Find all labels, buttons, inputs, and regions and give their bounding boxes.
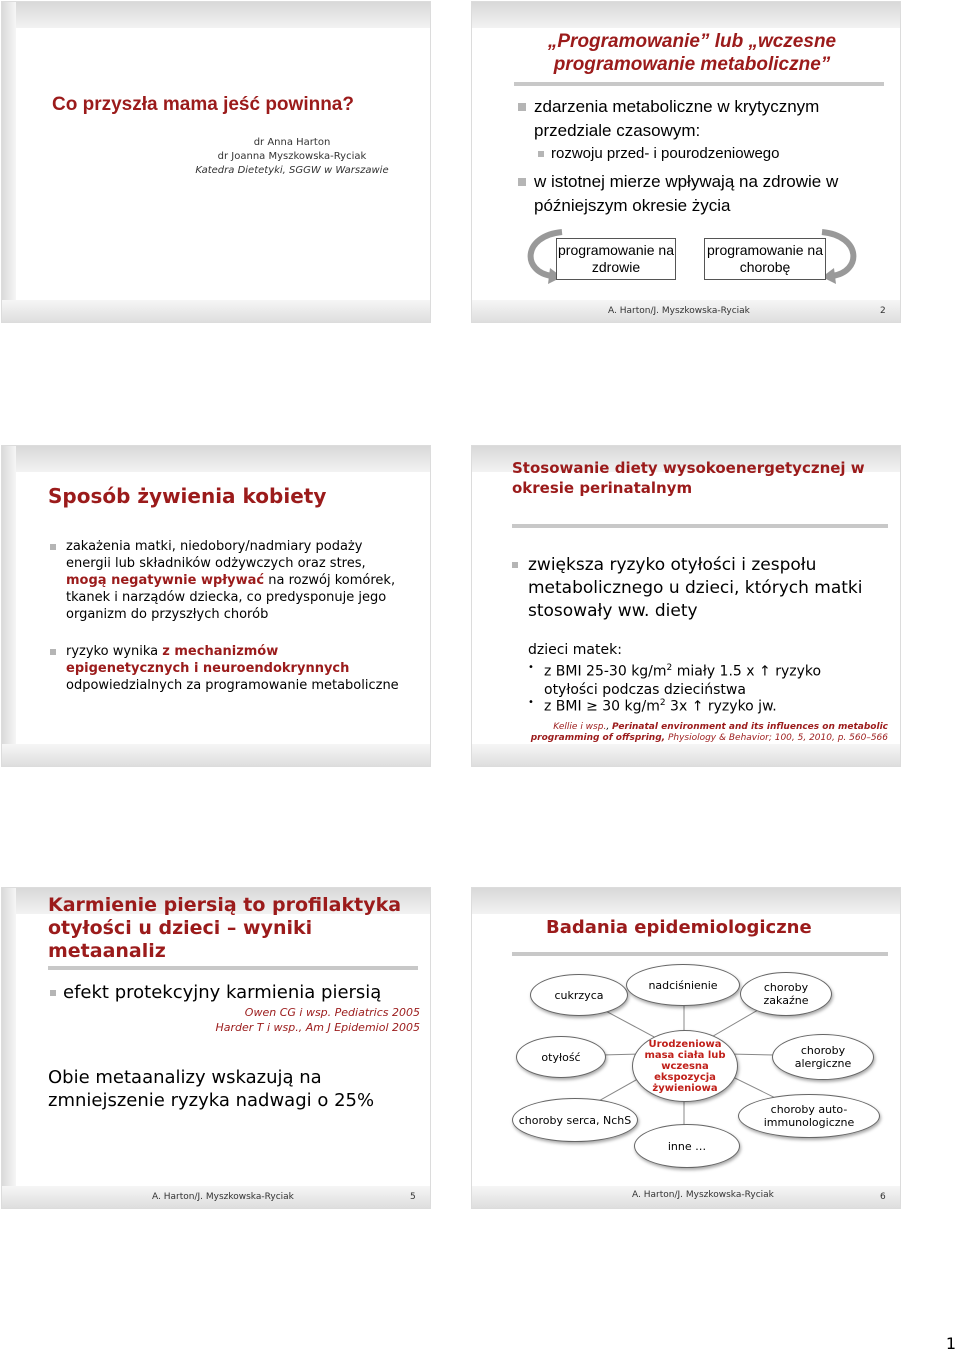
node-center: Urodzeniowa masa ciała lub wczesna ekspozycja żywieniowa — [632, 1030, 738, 1102]
node-choroby-auto: choroby auto-immunologiczne — [738, 1094, 880, 1138]
arrow-up-icon: ↑ — [691, 698, 704, 715]
intro-text: dzieci matek: — [528, 642, 622, 658]
author-2: dr Joanna Myszkowska-Ryciak — [217, 151, 367, 162]
reference: Kellie i wsp., Perinatal environment and its influences on metabolic programming of offspring, Physiology & Behavior; 100, 5, 2010, p. 560–566 — [530, 722, 888, 743]
bullet-1: zdarzenia metaboliczne w krytycznym przedziale czasowym: — [518, 95, 878, 143]
node-cukrzyca: cukrzyca — [530, 974, 628, 1016]
box-disease: programowanie na chorobę — [704, 238, 826, 280]
title-underline — [512, 524, 888, 528]
slide-side-bar — [2, 888, 16, 1208]
slide-header-bar — [2, 2, 430, 28]
reference-1: Owen CG i wsp. Pediatrics 2005 — [244, 1006, 420, 1019]
bullet-icon — [50, 544, 56, 550]
node-choroby-zakazne: choroby zakaźne — [740, 972, 832, 1016]
item-2: • z BMI ≥ 30 $kg/m^2$ 3x ↑ ryzyko jw. — [528, 697, 777, 715]
slide-title: Stosowanie diety wysokoenergetycznej w okresie perinatalnym — [512, 459, 865, 497]
page-number: 2 — [880, 306, 886, 316]
bullet-1: zakażenia matki, niedobory/nadmiary podaży energii lub składników odżywczych oraz stres, mogą negatywnie wpływać na rozwój komórek, tkanek i narządów dziecka, co predysponuje jego organizm do przyszłych chorób — [50, 538, 400, 623]
slide-side-bar — [2, 2, 16, 322]
arrow-up-icon: ↑ — [759, 663, 771, 680]
slide-4 — [472, 446, 900, 766]
node-nadcisnienie: nadciśnienie — [626, 964, 740, 1006]
affiliation: Katedra Dietetyki, SGGW w Warszawie — [195, 165, 389, 176]
node-choroby-alergiczne: choroby alergiczne — [772, 1034, 874, 1080]
bullet-icon — [538, 151, 544, 157]
slide-1 — [2, 2, 430, 322]
page-number: 6 — [880, 1192, 886, 1202]
slide-header-bar — [472, 2, 900, 28]
bullet-icon — [512, 562, 518, 568]
author-1: dr Anna Harton — [253, 137, 331, 148]
bullet-icon — [518, 178, 526, 186]
document-page-number: 1 — [945, 1334, 956, 1353]
bullet-main: efekt protekcyjny karmienia piersią — [50, 982, 381, 1003]
node-otylosc: otyłość — [516, 1036, 606, 1078]
slide-6 — [472, 888, 900, 1208]
slide-side-bar — [2, 446, 16, 766]
authors — [192, 136, 392, 178]
bullet-icon — [50, 990, 56, 996]
slide-header-bar — [2, 446, 430, 472]
footer-authors: A. Harton/J. Myszkowska-Ryciak — [152, 1192, 294, 1202]
footer-authors: A. Harton/J. Myszkowska-Ryciak — [608, 306, 750, 316]
slide-footer-bar — [2, 300, 430, 322]
footer-authors: A. Harton/J. Myszkowska-Ryciak — [632, 1190, 774, 1200]
slide-footer-bar — [2, 744, 430, 766]
item-1: • z BMI 25-30 $kg/m^2$ miały 1.5 x ↑ ryzyko otyłości podczas dzieciństwa — [528, 662, 822, 698]
slide-title: Badania epidemiologiczne — [546, 917, 812, 938]
bullet-2: ryzyko wynika z mechanizmów epigenetycznych i neuroendokrynnych odpowiedzialnych za programowanie metaboliczne — [50, 643, 400, 694]
slide-5 — [2, 888, 430, 1208]
reference-2: Harder T i wsp., Am J Epidemiol 2005 — [215, 1021, 420, 1034]
slide-title: Karmienie piersią to profilaktyka otyłości u dzieci – wyniki metaanaliz — [48, 894, 402, 962]
slide-2 — [472, 2, 900, 322]
slide-3 — [2, 446, 430, 766]
right-cycle-arrow-icon — [822, 232, 853, 276]
title-underline — [514, 82, 884, 86]
slide-title: Sposób żywienia kobiety — [48, 484, 327, 508]
bullet-icon — [50, 649, 56, 655]
node-inne: inne … — [634, 1124, 740, 1168]
bullet-2: w istotnej mierze wpływają na zdrowie w późniejszym okresie życia — [518, 170, 888, 218]
slide-footer-bar — [472, 744, 900, 766]
greater-equal-icon: ≥ — [586, 698, 598, 715]
bullet-main: zwiększa ryzyko otyłości i zespołu metabolicznego u dzieci, których matki stosowały ww. diety — [512, 554, 882, 623]
slide-title: Co przyszła mama jeść powinna? — [52, 94, 354, 115]
slide-title: „Programowanie” lub „wczesne programowanie metaboliczne” — [547, 31, 837, 75]
bullet-icon — [518, 103, 526, 111]
box-health: programowanie na zdrowie — [556, 238, 676, 280]
title-underline — [48, 966, 418, 970]
conclusion-text: Obie metaanalizy wskazują na zmniejszenie ryzyka nadwagi o 25% — [48, 1067, 375, 1111]
page-number: 5 — [410, 1192, 416, 1202]
sub-bullet-1: rozwoju przed- i pourodzeniowego — [538, 145, 779, 162]
node-choroby-serca: choroby serca, NchS — [512, 1098, 638, 1142]
